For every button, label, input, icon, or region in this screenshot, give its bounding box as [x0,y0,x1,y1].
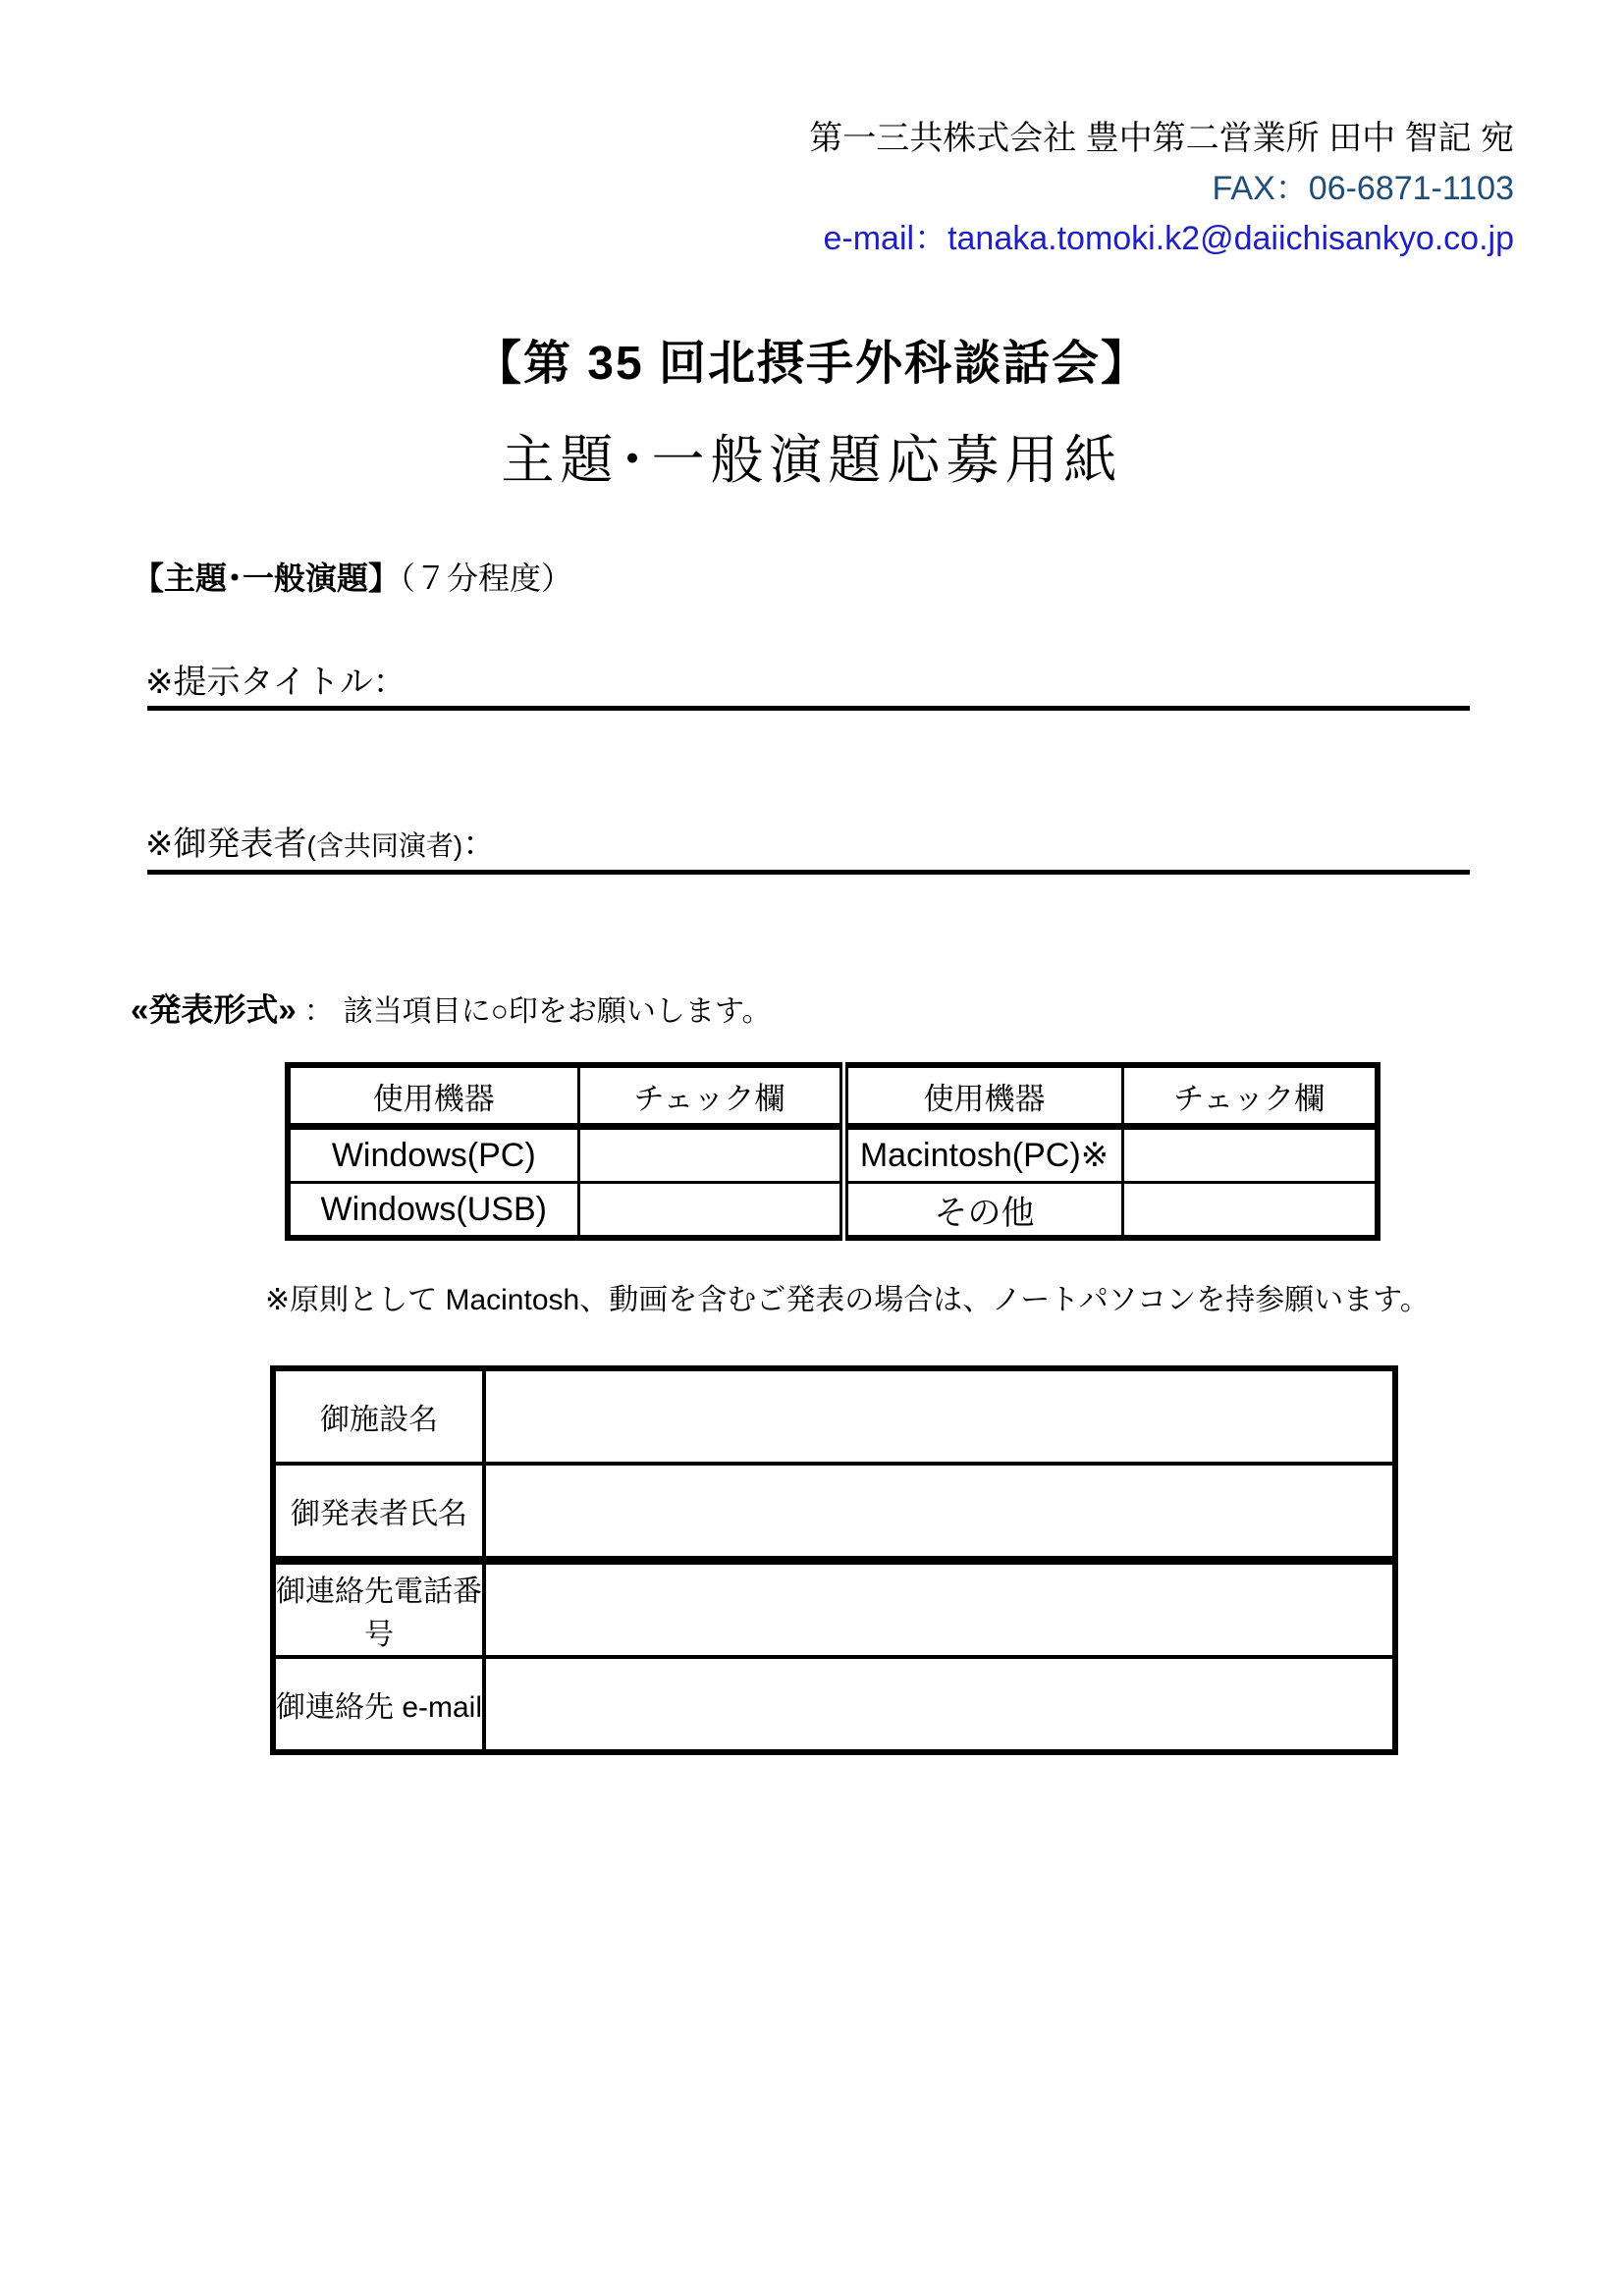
facility-name-input-cell[interactable] [484,1368,1395,1464]
equipment-macintosh-pc: Macintosh(PC)※ [843,1127,1122,1183]
format-heading: «発表形式» [131,991,297,1028]
equipment-header-device-left: 使用機器 [288,1065,578,1127]
contact-row-email [273,1657,1395,1752]
document-title: 【第 35 回北摂手外科談話会】 [473,338,1151,390]
fax-header [0,0,1514,264]
presenter-label [145,821,1624,870]
presenter-name-input-cell[interactable] [484,1464,1395,1561]
equipment-header-row [288,1065,1378,1127]
contact-row-presenter [273,1464,1395,1561]
equipment-row-1 [288,1127,1378,1183]
recipient-line: 第一三共株式会社 豊中第二営業所 田中 智記 宛 [809,120,1514,157]
presenter-name-label: 御発表者氏名 [273,1464,484,1561]
presentation-title-label: ※提示タイトル： [145,664,406,701]
fax-number-line: FAX：06-6871-1103 [1212,170,1514,207]
presenter-label-paren: (含共同演者) [306,830,463,861]
presenter-fill-line[interactable] [147,870,1470,875]
contact-row-facility [273,1368,1395,1464]
equipment-other-checkbox[interactable] [1122,1183,1378,1239]
equipment-windows-usb: Windows(USB) [288,1183,578,1239]
equipment-header-device-right: 使用機器 [843,1065,1122,1127]
equipment-macintosh-pc-checkbox[interactable] [1122,1127,1378,1183]
document-subtitle: 主題･一般演題応募用紙 [501,431,1123,490]
equipment-header-check-left: チェック欄 [578,1065,843,1127]
contact-email-label: 御連絡先 e-mail [273,1657,484,1752]
equipment-windows-pc-checkbox[interactable] [578,1127,843,1183]
equipment-windows-pc: Windows(PC) [288,1127,578,1183]
equipment-header-check-right: チェック欄 [1122,1065,1378,1127]
equipment-other: その他 [843,1183,1122,1239]
presentation-title-fill-line[interactable] [147,706,1470,711]
contact-table [270,1365,1398,1755]
presenter-label-colon: ： [462,826,497,863]
facility-name-label: 御施設名 [273,1368,484,1464]
topic-section-heading-bold: 【主題･一般演題】 [133,561,401,596]
contact-row-phone [273,1561,1395,1658]
equipment-table [285,1062,1380,1241]
topic-section-heading-note: （７分程度） [400,561,573,596]
macintosh-note: ※原則として Macintosh、動画を含むご発表の場合は、ノートパソコンを持参願います。 [265,1284,1430,1316]
topic-section-heading [133,557,1624,600]
contact-email-input-cell[interactable] [484,1657,1395,1752]
format-instruction: 該当項目に○印をお願いします。 [343,995,772,1028]
format-colon: ： [303,995,334,1028]
contact-phone-input-cell[interactable] [484,1561,1395,1658]
presenter-label-main: ※御発表者 [145,826,307,863]
equipment-windows-usb-checkbox[interactable] [578,1183,843,1239]
format-section-line [131,988,1624,1034]
equipment-row-2 [288,1183,1378,1239]
email-link[interactable]: e-mail：tanaka.tomoki.k2@daiichisankyo.co.jp [823,220,1514,257]
contact-phone-label: 御連絡先電話番号 [273,1561,484,1658]
